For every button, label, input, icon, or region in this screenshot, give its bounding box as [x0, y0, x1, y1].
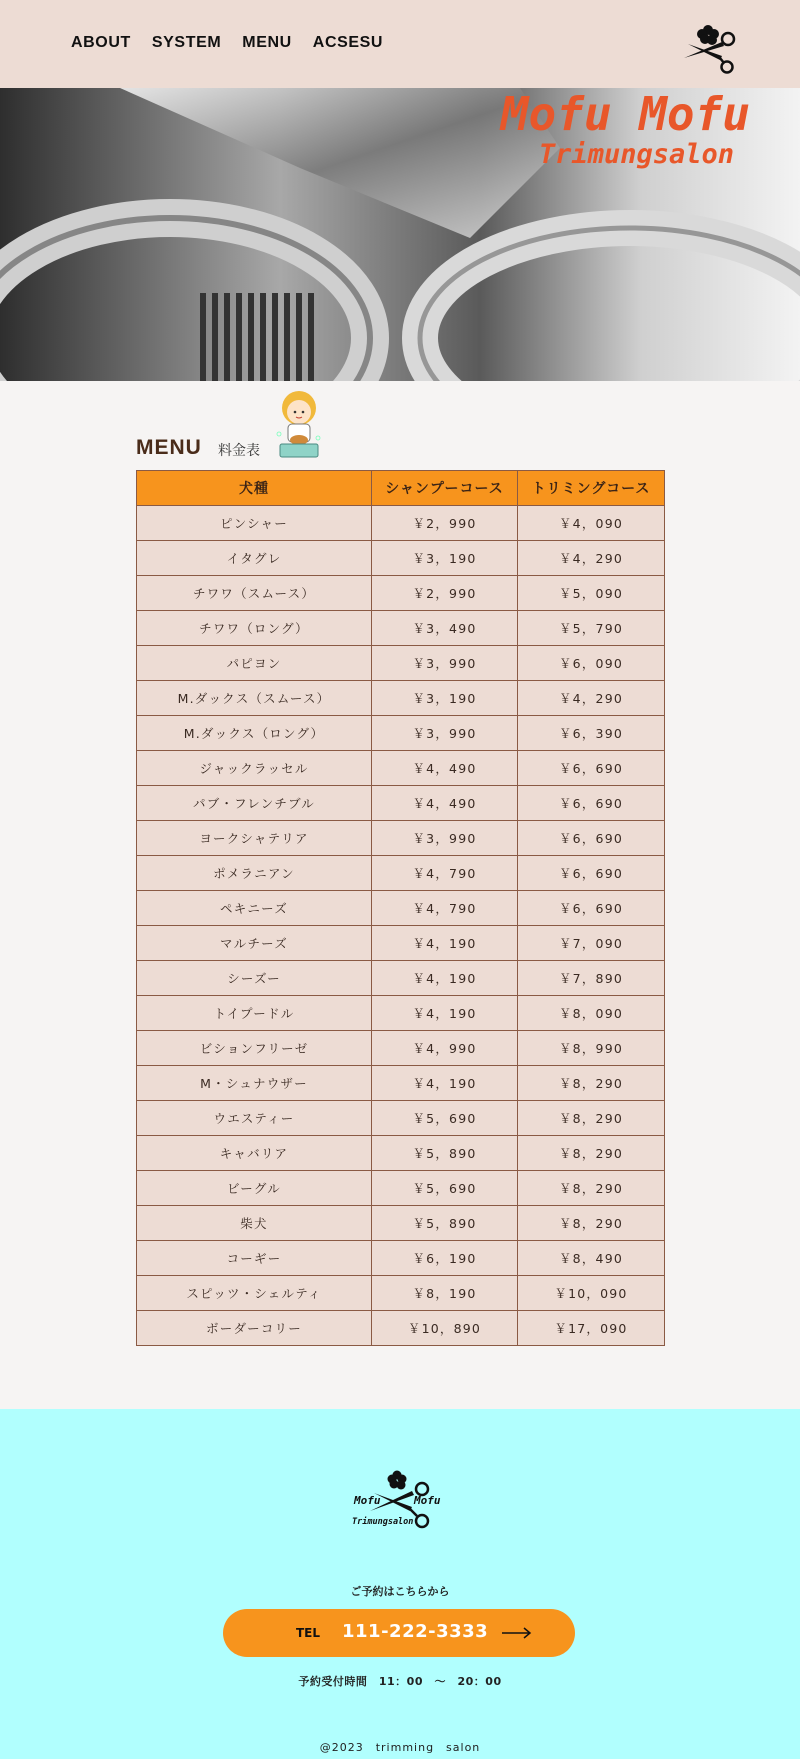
shampoo-price-cell: ￥4，990 — [372, 1031, 518, 1066]
breed-cell: ポメラニアン — [137, 856, 372, 891]
breed-cell: M.ダックス（ロング） — [137, 716, 372, 751]
table-row — [137, 1101, 665, 1136]
menu-subtitle: 料金表 — [218, 443, 260, 459]
trimming-price-cell: ￥5，790 — [518, 611, 665, 646]
shampoo-price-cell: ￥3，190 — [372, 541, 518, 576]
table-row — [137, 926, 665, 961]
trimming-price-cell: ￥17，090 — [518, 1311, 665, 1346]
footer-logo-text-left: Mofu — [354, 1494, 381, 1507]
breed-cell: ペキニーズ — [137, 891, 372, 926]
breed-cell: イタグレ — [137, 541, 372, 576]
shampoo-price-cell: ￥6，190 — [372, 1241, 518, 1276]
trimming-price-cell: ￥8，290 — [518, 1206, 665, 1241]
table-row — [137, 1241, 665, 1276]
table-row — [137, 576, 665, 611]
table-row — [137, 1066, 665, 1101]
groomer-washing-dog-illustration — [276, 388, 322, 462]
shampoo-price-cell: ￥8，190 — [372, 1276, 518, 1311]
footer-logo[interactable] — [350, 1469, 450, 1533]
trimming-price-cell: ￥5，090 — [518, 576, 665, 611]
reservation-text: ご予約はこちらから — [350, 1585, 450, 1598]
trimming-price-cell: ￥6，090 — [518, 646, 665, 681]
shampoo-price-cell: ￥4，190 — [372, 996, 518, 1031]
breed-cell: チワワ（ロング） — [137, 611, 372, 646]
trimming-price-cell: ￥8，090 — [518, 996, 665, 1031]
main-nav — [71, 34, 404, 52]
menu-heading — [136, 436, 260, 460]
hero-title-sub: Trimungsalon — [538, 139, 734, 170]
breed-cell: シーズー — [137, 961, 372, 996]
hero-title-main: Mofu Mofu — [500, 88, 750, 141]
tel-button[interactable] — [223, 1609, 575, 1657]
shampoo-price-cell: ￥5，890 — [372, 1206, 518, 1241]
trimming-price-cell: ￥6，690 — [518, 856, 665, 891]
trimming-price-cell: ￥8，290 — [518, 1066, 665, 1101]
shampoo-price-cell: ￥10，890 — [372, 1311, 518, 1346]
shampoo-price-cell: ￥4，190 — [372, 1066, 518, 1101]
price-table — [136, 470, 665, 1346]
tel-number: 111-222-3333 — [342, 1621, 489, 1642]
table-row — [137, 751, 665, 786]
shampoo-price-cell: ￥2，990 — [372, 576, 518, 611]
nav-system[interactable]: SYSTEM — [151, 34, 222, 51]
nav-menu[interactable]: MENU — [242, 34, 292, 51]
arrow-right-icon — [502, 1627, 532, 1639]
shampoo-price-cell: ￥4，490 — [372, 786, 518, 821]
breed-cell: ヨークシャテリア — [137, 821, 372, 856]
shampoo-price-cell: ￥3，190 — [372, 681, 518, 716]
trimming-price-cell: ￥7，090 — [518, 926, 665, 961]
menu-title: MENU — [136, 436, 202, 459]
trimming-price-cell: ￥8，290 — [518, 1171, 665, 1206]
breed-cell: M・シュナウザー — [137, 1066, 372, 1101]
column-header-shampoo: シャンプーコース — [372, 471, 518, 506]
table-row — [137, 1031, 665, 1066]
table-row — [137, 786, 665, 821]
trimming-price-cell: ￥8，290 — [518, 1101, 665, 1136]
trimming-price-cell: ￥8，990 — [518, 1031, 665, 1066]
table-row — [137, 681, 665, 716]
footer-logo-text-right: Mofu — [414, 1494, 441, 1507]
breed-cell: ジャックラッセル — [137, 751, 372, 786]
breed-cell: チワワ（スムース） — [137, 576, 372, 611]
column-header-breed: 犬種 — [137, 471, 372, 506]
trimming-price-cell: ￥6，690 — [518, 891, 665, 926]
table-header-row — [137, 471, 665, 506]
table-row — [137, 996, 665, 1031]
shampoo-price-cell: ￥3，990 — [372, 716, 518, 751]
breed-cell: 柴犬 — [137, 1206, 372, 1241]
breed-cell: ビーグル — [137, 1171, 372, 1206]
breed-cell: M.ダックス（スムース） — [137, 681, 372, 716]
table-row — [137, 1276, 665, 1311]
shampoo-price-cell: ￥3，990 — [372, 646, 518, 681]
trimming-price-cell: ￥6，690 — [518, 786, 665, 821]
table-row — [137, 646, 665, 681]
trimming-price-cell: ￥4，290 — [518, 541, 665, 576]
shampoo-price-cell: ￥3，490 — [372, 611, 518, 646]
copyright: @2023 trimming salon — [319, 1741, 481, 1754]
breed-cell: ピンシャー — [137, 506, 372, 541]
table-row — [137, 961, 665, 996]
site-footer — [0, 1409, 800, 1759]
breed-cell: キャバリア — [137, 1136, 372, 1171]
hero-title — [501, 88, 750, 170]
nav-acsesu[interactable]: ACSESU — [312, 34, 384, 51]
trimming-price-cell: ￥6，390 — [518, 716, 665, 751]
table-row — [137, 891, 665, 926]
shampoo-price-cell: ￥2，990 — [372, 506, 518, 541]
breed-cell: マルチーズ — [137, 926, 372, 961]
tel-label: TEL — [296, 1626, 321, 1640]
scissors-flower-icon[interactable] — [682, 22, 738, 76]
table-row — [137, 1136, 665, 1171]
site-header — [0, 0, 800, 88]
breed-cell: パブ・フレンチブル — [137, 786, 372, 821]
shampoo-price-cell: ￥4，190 — [372, 961, 518, 996]
footer-logo-text-bottom: Trimungsalon — [352, 1517, 414, 1527]
table-row — [137, 1171, 665, 1206]
table-row — [137, 506, 665, 541]
table-row — [137, 821, 665, 856]
breed-cell: コーギー — [137, 1241, 372, 1276]
table-row — [137, 716, 665, 751]
trimming-price-cell: ￥7，890 — [518, 961, 665, 996]
breed-cell: トイプードル — [137, 996, 372, 1031]
trimming-price-cell: ￥4，090 — [518, 506, 665, 541]
trimming-price-cell: ￥6，690 — [518, 821, 665, 856]
shampoo-price-cell: ￥4，490 — [372, 751, 518, 786]
hero-banner — [0, 88, 800, 381]
shampoo-price-cell: ￥5，690 — [372, 1171, 518, 1206]
table-row — [137, 856, 665, 891]
nav-about[interactable]: ABOUT — [71, 34, 131, 51]
reservation-hours: 予約受付時間 11：00 〜 20：00 — [298, 1675, 502, 1688]
breed-cell: ウエスティー — [137, 1101, 372, 1136]
breed-cell: ビションフリーゼ — [137, 1031, 372, 1066]
table-row — [137, 1206, 665, 1241]
shampoo-price-cell: ￥4，790 — [372, 856, 518, 891]
trimming-price-cell: ￥4，290 — [518, 681, 665, 716]
shampoo-price-cell: ￥4，190 — [372, 926, 518, 961]
breed-cell: スピッツ・シェルティ — [137, 1276, 372, 1311]
shampoo-price-cell: ￥3，990 — [372, 821, 518, 856]
trimming-price-cell: ￥6，690 — [518, 751, 665, 786]
table-row — [137, 541, 665, 576]
shampoo-price-cell: ￥4，790 — [372, 891, 518, 926]
trimming-price-cell: ￥8，290 — [518, 1136, 665, 1171]
shampoo-price-cell: ￥5，890 — [372, 1136, 518, 1171]
breed-cell: パピヨン — [137, 646, 372, 681]
table-row — [137, 1311, 665, 1346]
trimming-price-cell: ￥10，090 — [518, 1276, 665, 1311]
column-header-trimming: トリミングコース — [518, 471, 665, 506]
trimming-price-cell: ￥8，490 — [518, 1241, 665, 1276]
shampoo-price-cell: ￥5，690 — [372, 1101, 518, 1136]
breed-cell: ボーダーコリー — [137, 1311, 372, 1346]
table-row — [137, 611, 665, 646]
